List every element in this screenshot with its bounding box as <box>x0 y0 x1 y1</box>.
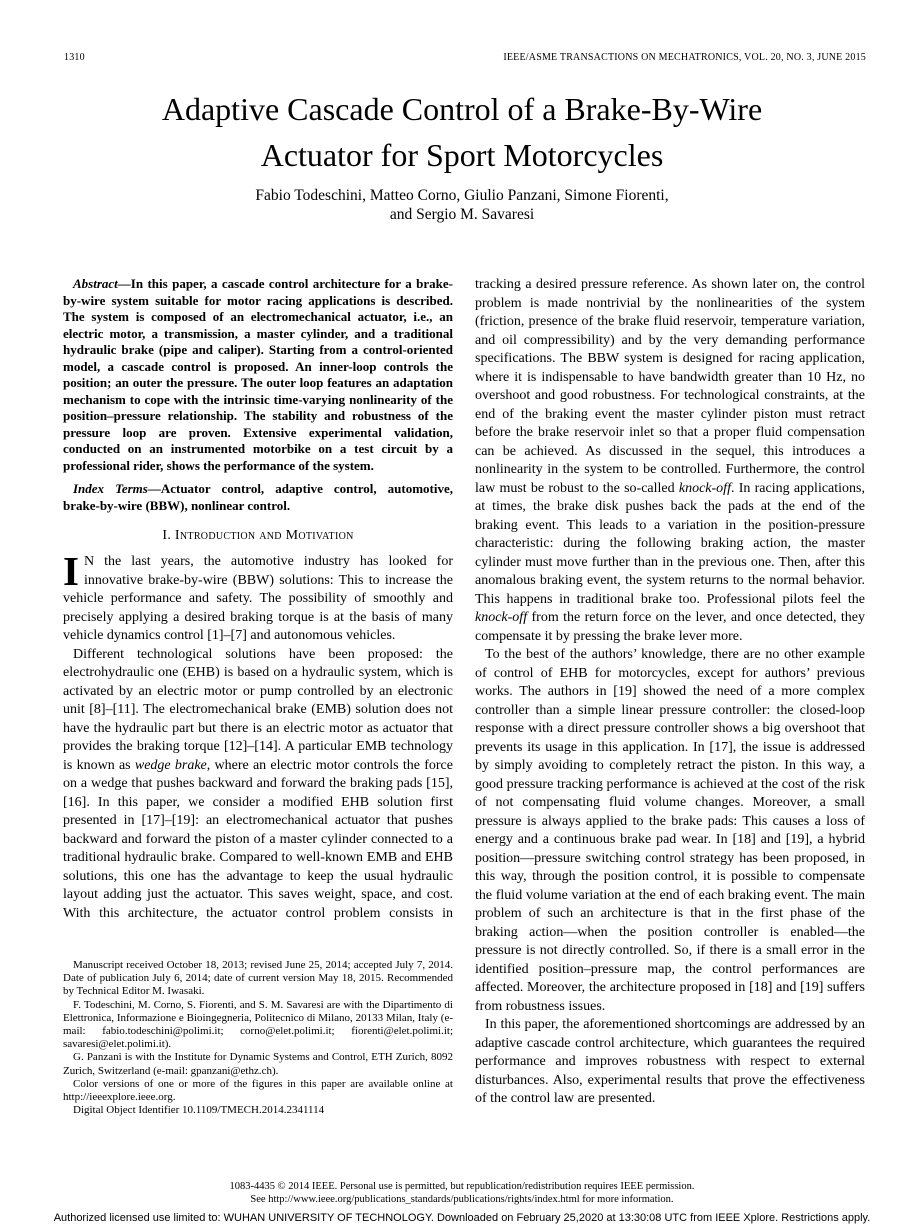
abstract-label: Abstract— <box>73 276 131 291</box>
intro-paragraph-1-text: N the last years, the automotive industry has looked for innovative brake-by-wire (BBW) solutions: This to increase the vehicle performance and safety. The possibility of smoothly and precisely applying a desired braking torque is at the basis of many vehicle dynamics control [1]–[7] and autonomous vehicles. <box>63 554 453 643</box>
abstract-text: In this paper, a cascade control architecture for a brake-by-wire system suitable for motor racing applications is described. The system is composed of an electromechanical actuator, i.e., an electric motor, a transmission, a master cylinder, and a traditional hydraulic brake (pipe and caliper). Starting from a control-oriented model, a cascade control is proposed. An inner-loop controls the position; an outer the pressure. The outer loop features an adaptation mechanism to cope with the intrinsic time-varying nonlinearity of the position–pressure relationship. The stability and robustness of the pressure loop are proven. Extensive experimental validation, conducted on an instrumented motorbike on a test circuit by a professional rider, shows the performance of the system. <box>63 276 453 473</box>
intro-paragraph-1 <box>63 548 453 646</box>
left-column <box>63 276 453 1181</box>
abstract-paragraph <box>63 276 453 474</box>
right-column <box>475 276 865 1181</box>
intro-paragraph-3: tracking a desired pressure reference. As shown later on, the control problem is made nontrivial by the nonlinearities of the system (friction, presence of the brake fluid reservoir, temperature variation, and oil compressibility) and by the very demanding performance specifications. The BBW system is designed for racing application, where it is indispensable to have bandwidth greater than 10 Hz, no overshoot and good robustness. For technological constraints, at the end of the braking event the master cylinder piston must retract before the brake reservoir inlet so that a proper fluid compensation can be achieved. As discussed in the sequel, this introduces a nonlinearity in the system to be controlled. Furthermore, the control law must be robust to the so-called knock-off. In racing applications, at times, the brake disk pushes back the pads at the end of the braking event. This leads to a variation in the position-pressure characteristic: during the following braking action, the master cylinder must move further than in the previous one. Then, after this anomalous braking event, the system returns to the normal behavior. This happens in traditional brake too. Professional pilots feel the knock-off from the return force on the lever, and once detected, they compensate it by pressing the brake lever more. <box>475 277 865 644</box>
journal-citation: IEEE/ASME TRANSACTIONS ON MECHATRONICS, VOL. 20, NO. 3, JUNE 2015 <box>503 52 866 63</box>
first-page-footnotes <box>63 959 453 1117</box>
footnote-doi: Digital Object Identifier 10.1109/TMECH.2014.2341114 <box>73 1104 325 1117</box>
footnote-manuscript-history: Manuscript received October 18, 2013; revised June 25, 2014; accepted July 7, 2014. Date of publication July 6, 2014; date of current version May 18, 2015. Recommended by Technical Editor M. Iwasaki. <box>63 959 453 998</box>
footnote-affiliation-eth: G. Panzani is with the Institute for Dynamic Systems and Control, ETH Zurich, 8092 Zurich, Switzerland (e-mail: gpanzani@ethz.ch). <box>63 1051 453 1077</box>
paper-title-line1: Adaptive Cascade Control of a Brake-By-Wire <box>161 91 763 127</box>
intro-paragraph-4: To the best of the authors’ knowledge, there are no other example of control of EHB for motorcycles, except for authors’ previous works. The authors in [19] showed the need of a more complex controller than a simple linear pressure controller: the closed-loop response with a direct pressure controller shows a big overshoot that prevents its usage in this application. In [17], the issue is addressed by simply avoiding to completely retract the piston. In this way, a good pressure tracking performance is achieved at the cost of the risk of not compensating fluid volume changes. Moreover, a small pressure is always applied to the brake pads: This causes a loss of energy and a continuous brake pad wear. In [18] and [19], a hybrid position—pressure switching control strategy has been proposed, in this way, through the position control, it is possible to compensate the fluid volume variation at the end of each braking event. The main problem of such an architecture is that in the first phase of the braking action—when the position controller is enabled—the pressure is not directly controlled. So, if there is a small error in the identified position–pressure map, the control performances are affected. Moreover, the architecture proposed in [18] and [19] suffers from robustness issues. <box>475 647 865 1014</box>
paper-title-line2: Actuator for Sport Motorcycles <box>260 137 664 173</box>
intro-paragraph-2: Different technological solutions have been proposed: the electrohydraulic one (EHB) is based on a hydraulic system, which is activated by an electric motor or pump controlled by an electronic unit [8]–[11]. The electromechanical brake (EMB) solution does not have the hydraulic part but there is an electric motor as actuator that provides the braking torque [12]–[14]. A particular EMB technology is known as wedge brake, where an electric motor controls the force on a wedge that pushes backward and forward the braking pads [15], [16]. In this paper, we consider a modified EHB solution first presented in [17]–[19]: an electromechanical actuator that pushes backward and forward the piston of a master cylinder connected to a traditional hydraulic brake. Compared to well-known EMB and EHB solutions, this one has the advantage to keep the usual hydraulic layout adding just the actuator. This saves weight, space, and cost. With this architecture, the actuator control problem consists in <box>63 646 453 921</box>
xplore-download-stamp: Authorized licensed use limited to: WUHAN UNIVERSITY OF TECHNOLOGY. Downloaded on February 25,2020 at 13:30:08 UTC from IEEE Xplore. Restrictions apply. <box>53 1212 871 1224</box>
copyright-line2: See http://www.ieee.org/publications_standards/publications/rights/index.html for more information. <box>250 1194 674 1205</box>
author-line2: and Sergio M. Savaresi <box>389 206 535 223</box>
author-line1: Fabio Todeschini, Matteo Corno, Giulio Panzani, Simone Fiorenti, <box>255 187 669 204</box>
copyright-footer <box>0 1180 924 1206</box>
intro-paragraph-5: In this paper, the aforementioned shortcomings are addressed by an adaptive cascade control architecture, which guarantees the required performance and improves robustness with respect to external disturbances. Also, experimental results that prove the effectiveness of the control law are presented. <box>475 1017 865 1106</box>
copyright-line1: 1083-4435 © 2014 IEEE. Personal use is permitted, but republication/redistribution requires IEEE permission. <box>229 1181 695 1192</box>
paper-title <box>0 86 924 178</box>
author-list <box>0 186 924 224</box>
footnote-color-versions: Color versions of one or more of the figures in this paper are available online at http://ieeexplore.ieee.org. <box>63 1077 453 1104</box>
index-terms-text: Actuator control, adaptive control, automotive, brake-by-wire (BBW), nonlinear control. <box>63 481 453 513</box>
section-heading-introduction: I. Introduction and Motivation <box>162 528 354 543</box>
body-columns <box>63 276 866 1181</box>
index-terms-label: Index Terms— <box>73 481 161 496</box>
page-number: 1310 <box>64 52 85 63</box>
drop-cap: I <box>63 548 79 594</box>
running-head <box>64 52 866 63</box>
index-terms-paragraph <box>63 481 453 514</box>
footnote-affiliation-polimi: F. Todeschini, M. Corno, S. Fiorenti, and S. M. Savaresi are with the Dipartimento di Elettronica, Informazione e Bioingegneria, Politecnico di Milano, 20133 Milan, Italy (e-mail: fabio.todeschini@polimi.it; corno@elet.polimi.it; fiorenti@elet.polimi.it; savaresi@elet.polimi.it). <box>63 998 453 1051</box>
